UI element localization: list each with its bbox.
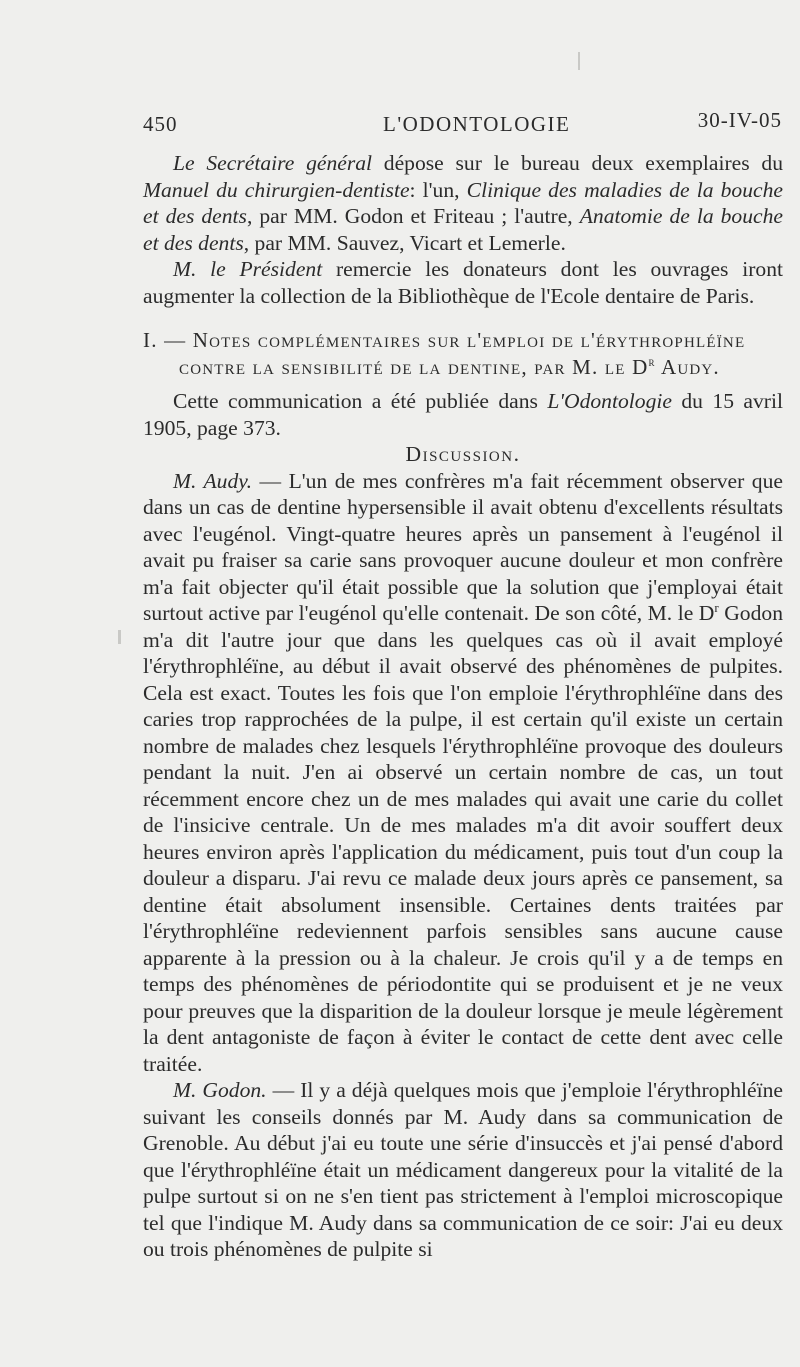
speaker-name: M. Audy.	[173, 468, 253, 493]
section-heading: I. — Notes complémentaires sur l'emploi de l'érythrophléïne contre la sensibilité de la dentine, par M. le $D^r$ Audy.	[143, 328, 746, 379]
journal-reference: L'Odontologie	[547, 389, 672, 413]
scan-mark	[578, 52, 580, 70]
speaker-name: Le Secrétaire général	[173, 151, 373, 175]
paragraph-thanks: M. le Président remercie les donateurs dont les ouvrages iront augmenter la collection de la Bibliothèque de l'Ecole dentaire de Paris.	[143, 257, 783, 308]
issue-date: 30-IV-05	[697, 108, 782, 132]
discussion-heading: Discussion.	[405, 442, 521, 466]
running-header	[143, 108, 788, 142]
journal-title: L'ODONTOLOGIE	[383, 112, 571, 136]
paragraph-godon: M. Godon. — Il y a déjà quelques mois que j'emploie l'érythrophléïne suivant les conseils donnés par M. Audy dans sa communication de Grenoble. Au début j'ai eu toute une série d'insuccès et j'ai pensé d'abord que l'érythrophléïne était un médicament dangereux pour la vitalité de la pulpe surtout si on ne s'en tient pas strictement à l'emploi microscopique tel que l'indique M. Audy dans sa communication de ce soir: J'ai eu deux ou trois phénomènes de pulpite si	[143, 1078, 783, 1261]
paragraph-audy: M. Audy. — L'un de mes confrères m'a fait récemment observer que dans un cas de dentine hypersensible il avait obtenu d'excellents résultats avec l'eugénol. Vingt-quatre heures après un pansement à l'eugénol il avait pu fraiser sa carie sans provoquer aucune douleur et mon confrère m'a fait objecter qu'il était possible que la solution que j'employai était surtout active par l'eugénol qu'elle contenait. De son côté, M. le $D^r$ Godon m'a dit l'autre jour que dans les quelques cas où il avait employé l'érythrophléïne, au début il avait observé des phénomènes de pulpites. Cela est exact. Toutes les fois que l'on emploie l'érythrophléïne dans des caries trop rapprochées de la pulpe, il est certain qu'il existe un certain nombre de malades chez lesquels l'érythrophléïne provoque des douleurs pendant la nuit. J'en ai observé un certain nombre de cas, un tout récemment encore chez un de mes malades qui avait une carie du collet de l'insicive centrale. Un de mes malades m'a dit avoir souffert deux heures environ après l'application du médicament, puis tout d'un coup la douleur a disparu. J'ai revu ce malade deux jours après ce pansement, sa dentine était absolument insensible. Certaines dents traitées par l'érythrophléïne redeviennent parfois sensibles sans aucune cause apparente à la pression ou à la chaleur. Je crois qu'il y a de temps en temps des phénomènes de périodontite qui se produisent et je ne veux pour preuves que la disparition de la douleur lorsque je meule légèrement la dent antagoniste de façon à éviter le contact de cette dent avec celle traitée.	[143, 468, 783, 1076]
speaker-name: M. le Président	[173, 257, 323, 281]
book-title: Anatomie de la bouche et des dents	[143, 204, 783, 255]
page-number: 450	[143, 112, 178, 136]
paragraph-publication-note: Cette communication a été publiée dans L'Odontologie du 15 avril 1905, page 373.	[143, 389, 783, 440]
scan-mark	[118, 630, 121, 644]
speaker-name: M. Godon.	[173, 1078, 267, 1102]
book-title: Clinique des maladies de la bouche et des dents	[143, 177, 783, 228]
paragraph-donation: Le Secrétaire général dépose sur le bureau deux exemplaires du Manuel du chirurgien-dentiste: l'un, Clinique des maladies de la bouche et des dents, par MM. Godon et Friteau ; l'autre, Anatomie de la bouche et des dents, par MM. Sauvez, Vicart et Lemerle.	[143, 151, 783, 255]
book-title: Manuel du chirurgien-dentiste	[143, 177, 410, 202]
page-body	[143, 150, 783, 1263]
